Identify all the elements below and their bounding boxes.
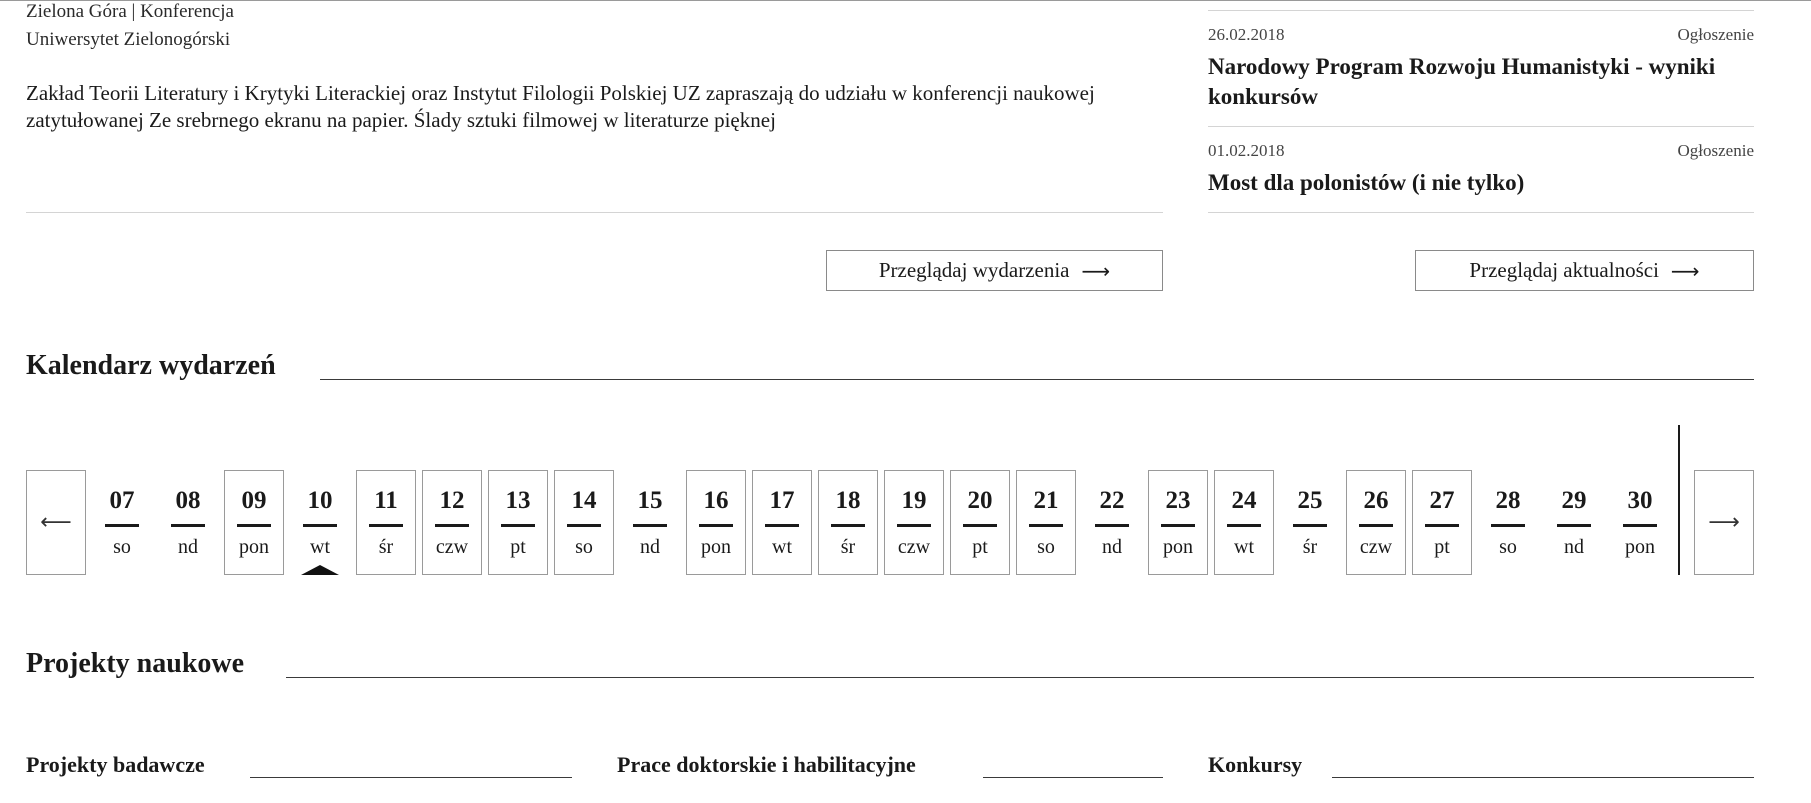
calendar-day-bar (897, 524, 931, 527)
calendar-day-bar (699, 524, 733, 527)
calendar-weekday: czw (897, 536, 931, 558)
browse-events-button[interactable] (826, 250, 1163, 291)
calendar-day[interactable] (1544, 470, 1604, 575)
news-separator (1208, 212, 1754, 213)
calendar-day-number: 26 (1363, 487, 1389, 514)
top-border (0, 0, 1811, 1)
calendar-weekday: pon (1163, 536, 1193, 558)
calendar-day-number: 27 (1429, 487, 1455, 514)
calendar-heading-rule (320, 379, 1754, 380)
calendar-day-number: 11 (374, 487, 398, 514)
calendar-prev-button[interactable] (26, 470, 86, 575)
calendar-day[interactable] (1412, 470, 1472, 575)
news-tag: Ogłoszenie (1677, 141, 1754, 160)
calendar-day-bar (1029, 524, 1063, 527)
calendar-day[interactable] (950, 470, 1010, 575)
calendar-day[interactable] (1346, 470, 1406, 575)
calendar-day-bar (105, 524, 139, 527)
calendar-day[interactable] (1610, 470, 1670, 575)
projects-heading-rule (286, 677, 1754, 678)
calendar-day-bar (435, 524, 469, 527)
calendar-day-number: 17 (769, 487, 795, 514)
event-location-line: Zielona Góra | Konferencja (26, 1, 234, 22)
calendar-day[interactable] (1280, 470, 1340, 575)
calendar-day-bar (1491, 524, 1525, 527)
calendar-month-divider (1678, 425, 1680, 575)
arrow-right-icon: ⟶ (1081, 258, 1111, 283)
calendar-day[interactable] (356, 470, 416, 575)
calendar-weekday: so (113, 536, 131, 558)
calendar-day-bar (1557, 524, 1591, 527)
calendar-day-number: 23 (1165, 487, 1191, 514)
calendar-weekday: pon (239, 536, 269, 558)
calendar-day[interactable] (1016, 470, 1076, 575)
calendar-weekday: pt (510, 536, 526, 558)
calendar-day[interactable] (1214, 470, 1274, 575)
calendar-weekday: śr (378, 536, 394, 558)
calendar-day-bar (1425, 524, 1459, 527)
calendar-weekday: wt (772, 536, 792, 558)
calendar-day-bar (369, 524, 403, 527)
competitions-rule (1332, 777, 1754, 778)
calendar-day-number: 16 (703, 487, 729, 514)
arrow-left-icon: ⟵ (40, 510, 72, 535)
calendar-weekday: czw (1359, 536, 1393, 558)
calendar-day-number: 10 (307, 487, 333, 514)
calendar-day-bar (1095, 524, 1129, 527)
calendar-day-number: 22 (1099, 487, 1125, 514)
calendar-day-number: 07 (109, 487, 135, 514)
research-projects-heading[interactable]: Projekty badawcze (26, 752, 205, 777)
calendar-day-number: 30 (1627, 487, 1653, 514)
calendar-weekday: śr (1302, 536, 1318, 558)
calendar-day-bar (237, 524, 271, 527)
selected-day-marker (301, 565, 339, 575)
calendar-day[interactable] (1148, 470, 1208, 575)
calendar-weekday: czw (435, 536, 469, 558)
calendar-weekday: wt (310, 536, 330, 558)
calendar-day-number: 28 (1495, 487, 1521, 514)
calendar-day[interactable] (158, 470, 218, 575)
calendar-day[interactable] (422, 470, 482, 575)
event-description[interactable]: Zakład Teorii Literatury i Krytyki Literackiej oraz Instytut Filologii Polskiej UZ zapraszają do udziału w konferencji naukowej zatytułowanej Ze srebrnego ekranu na papier. Ślady sztuki filmowej w literaturze pięknej (26, 81, 1095, 132)
calendar-day-number: 14 (571, 487, 597, 514)
calendar-weekday: so (575, 536, 593, 558)
calendar-day-number: 21 (1033, 487, 1059, 514)
calendar-day-bar (567, 524, 601, 527)
calendar-weekday: nd (1102, 536, 1122, 558)
calendar-day-number: 18 (835, 487, 861, 514)
calendar-day-number: 08 (175, 487, 201, 514)
competitions-heading[interactable]: Konkursy (1208, 752, 1303, 777)
calendar-day-bar (501, 524, 535, 527)
calendar-day[interactable] (686, 470, 746, 575)
calendar-day-bar (1359, 524, 1393, 527)
browse-news-button[interactable] (1415, 250, 1754, 291)
calendar-day-number: 24 (1231, 487, 1257, 514)
calendar-day-bar (1161, 524, 1195, 527)
browse-events-label: Przeglądaj wydarzenia (878, 258, 1070, 282)
calendar-weekday: nd (178, 536, 198, 558)
calendar-day[interactable] (620, 470, 680, 575)
news-separator (1208, 126, 1754, 127)
calendar-day[interactable] (224, 470, 284, 575)
news-date: 26.02.2018 (1208, 25, 1285, 44)
calendar-weekday: pt (1434, 536, 1450, 558)
calendar-day[interactable] (488, 470, 548, 575)
calendar-day-number: 19 (901, 487, 927, 514)
calendar-day[interactable] (1478, 470, 1538, 575)
calendar-weekday: pt (972, 536, 988, 558)
calendar-day-bar (831, 524, 865, 527)
calendar-day-bar (963, 524, 997, 527)
calendar-day-bar (765, 524, 799, 527)
research-projects-rule (250, 777, 572, 778)
calendar-day-number: 25 (1297, 487, 1323, 514)
calendar-weekday: pon (701, 536, 731, 558)
news-title-link[interactable]: Narodowy Program Rozwoju Humanistyki - wyniki konkursów (1208, 54, 1716, 109)
calendar-day-bar (171, 524, 205, 527)
news-date: 01.02.2018 (1208, 141, 1285, 160)
calendar-weekday: so (1499, 536, 1517, 558)
calendar-day-bar (1293, 524, 1327, 527)
doctoral-theses-rule (983, 777, 1163, 778)
calendar-day[interactable] (1082, 470, 1142, 575)
calendar-weekday: wt (1234, 536, 1254, 558)
calendar-day-number: 15 (637, 487, 663, 514)
calendar-day[interactable] (92, 470, 152, 575)
calendar-day[interactable] (554, 470, 614, 575)
browse-news-label: Przeglądaj aktualności (1469, 258, 1659, 282)
calendar-day[interactable] (818, 470, 878, 575)
calendar-day-bar (303, 524, 337, 527)
calendar-weekday: nd (1564, 536, 1584, 558)
calendar-weekday: pon (1625, 536, 1655, 558)
calendar-day-number: 13 (505, 487, 531, 514)
calendar-day-bar (1623, 524, 1657, 527)
arrow-right-icon: ⟶ (1670, 258, 1700, 283)
arrow-right-icon: ⟶ (1708, 510, 1740, 535)
calendar-day-bar (633, 524, 667, 527)
news-title-link[interactable]: Most dla polonistów (i nie tylko) (1208, 170, 1525, 195)
calendar-day-number: 20 (967, 487, 993, 514)
news-separator (1208, 10, 1754, 11)
event-organizer: Uniwersytet Zielonogórski (26, 29, 231, 50)
calendar-day-number: 29 (1561, 487, 1587, 514)
calendar-day-bar (1227, 524, 1261, 527)
calendar-weekday: śr (840, 536, 856, 558)
doctoral-theses-heading[interactable]: Prace doktorskie i habilitacyjne (617, 752, 916, 777)
calendar-day[interactable] (290, 470, 350, 575)
calendar-next-button[interactable] (1694, 470, 1754, 575)
calendar-day[interactable] (884, 470, 944, 575)
calendar-heading: Kalendarz wydarzeń (26, 350, 276, 381)
event-separator (26, 212, 1163, 213)
calendar-weekday: so (1037, 536, 1055, 558)
news-tag: Ogłoszenie (1677, 25, 1754, 44)
calendar-weekday: nd (640, 536, 660, 558)
projects-heading: Projekty naukowe (26, 648, 245, 679)
calendar-day[interactable] (752, 470, 812, 575)
calendar-day-number: 09 (241, 487, 267, 514)
calendar-day-number: 12 (439, 487, 465, 514)
